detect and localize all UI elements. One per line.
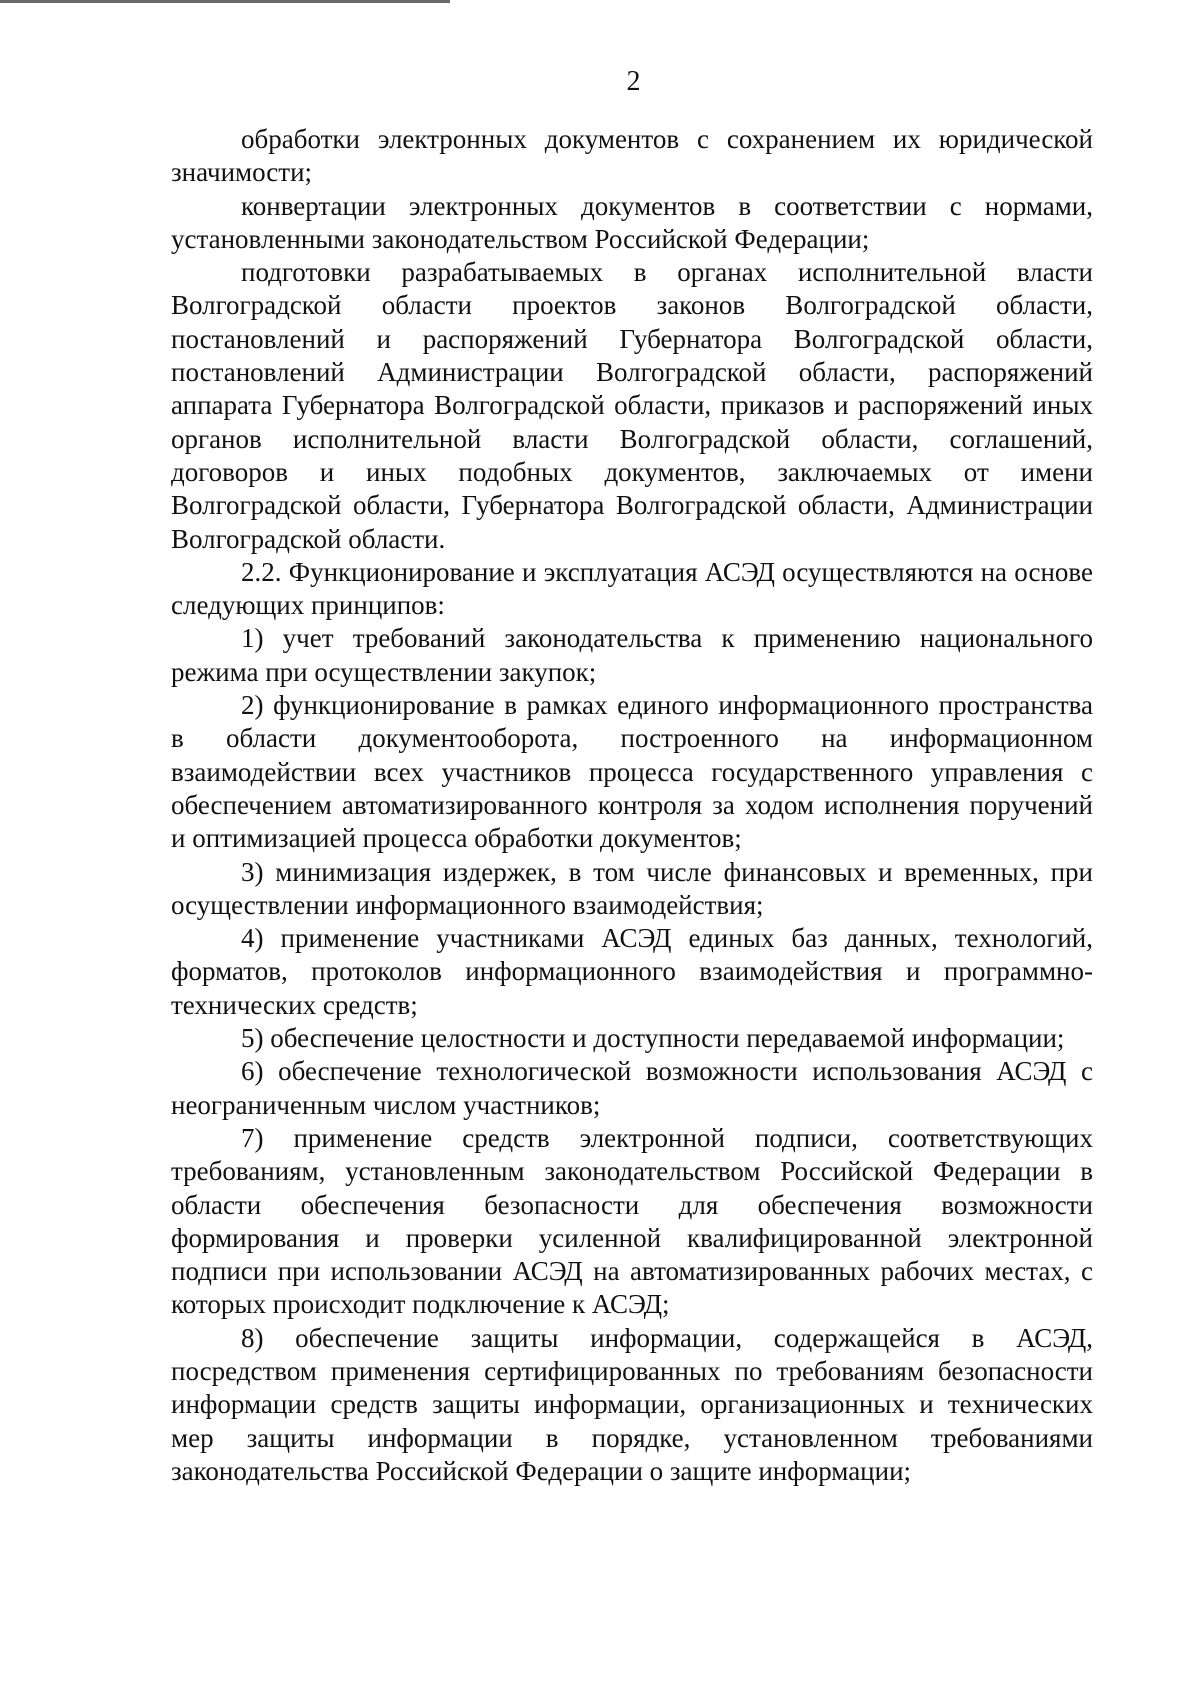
scan-edge-line: [0, 0, 450, 3]
principle-3: 3) минимизация издержек, в том числе финансовых и временных, при осуществлении информационного взаимодействия;: [171, 856, 1093, 920]
principle-2: 2) функционирование в рамках единого информационного пространства в области документооборота, построенного на информационном взаимодействии всех участников процесса государственного управления с обеспечением автоматизированного контроля за ходом исполнения поручений и оптимизацией процесса обработки документов;: [171, 690, 1093, 854]
paragraph-preparation: подготовки разрабатываемых в органах исполнительной власти Волгоградской области проектов законов Волгоградской области, постановлений и распоряжений Губернатора Волгоградской области, постановлений Администрации Волгоградской области, распоряжений аппарата Губернатора Волгоградской области, приказов и распоряжений иных органов исполнительной власти Волгоградской области, соглашений, договоров и иных подобных документов, заключаемых от имени Волгоградской области, Губернатора Волгоградской области, Администрации Волгоградской области.: [171, 257, 1093, 554]
paragraph-legal-significance: обработки электронных документов с сохранением их юридической значимости;: [171, 124, 1093, 188]
principle-7: 7) применение средств электронной подписи, соответствующих требованиям, установленным законодательством Российской Федерации в области обеспечения безопасности для обеспечения возможности формирования и проверки усиленной квалифицированной электронной подписи при использовании АСЭД на автоматизированных рабочих местах, с которых происходит подключение к АСЭД;: [171, 1122, 1093, 1320]
principle-4: 4) применение участниками АСЭД единых баз данных, технологий, форматов, протоколов информационного взаимодействия и программно-технических средств;: [171, 923, 1093, 1020]
principle-5: 5) обеспечение целостности и доступности передаваемой информации;: [241, 1023, 1065, 1054]
principle-6: 6) обеспечение технологической возможности использования АСЭД с неограниченным числом участников;: [171, 1056, 1093, 1120]
document-body: [171, 123, 1093, 1488]
paragraph-conversion: конвертации электронных документов в соответствии с нормами, установленными законодательством Российской Федерации;: [171, 190, 1093, 254]
principle-1: 1) учет требований законодательства к применению национального режима при осуществлении закупок;: [171, 623, 1093, 687]
principle-8: 8) обеспечение защиты информации, содержащейся в АСЭД, посредством применения сертифицированных по требованиям безопасности информации средств защиты информации, организационных и технических мер защиты информации в порядке, установленном требованиями законодательства Российской Федерации о защите информации;: [171, 1322, 1093, 1486]
paragraph-principles-intro: 2.2. Функционирование и эксплуатация АСЭД осуществляются на основе следующих принципов:: [171, 556, 1093, 621]
page-number: 2: [626, 66, 641, 97]
